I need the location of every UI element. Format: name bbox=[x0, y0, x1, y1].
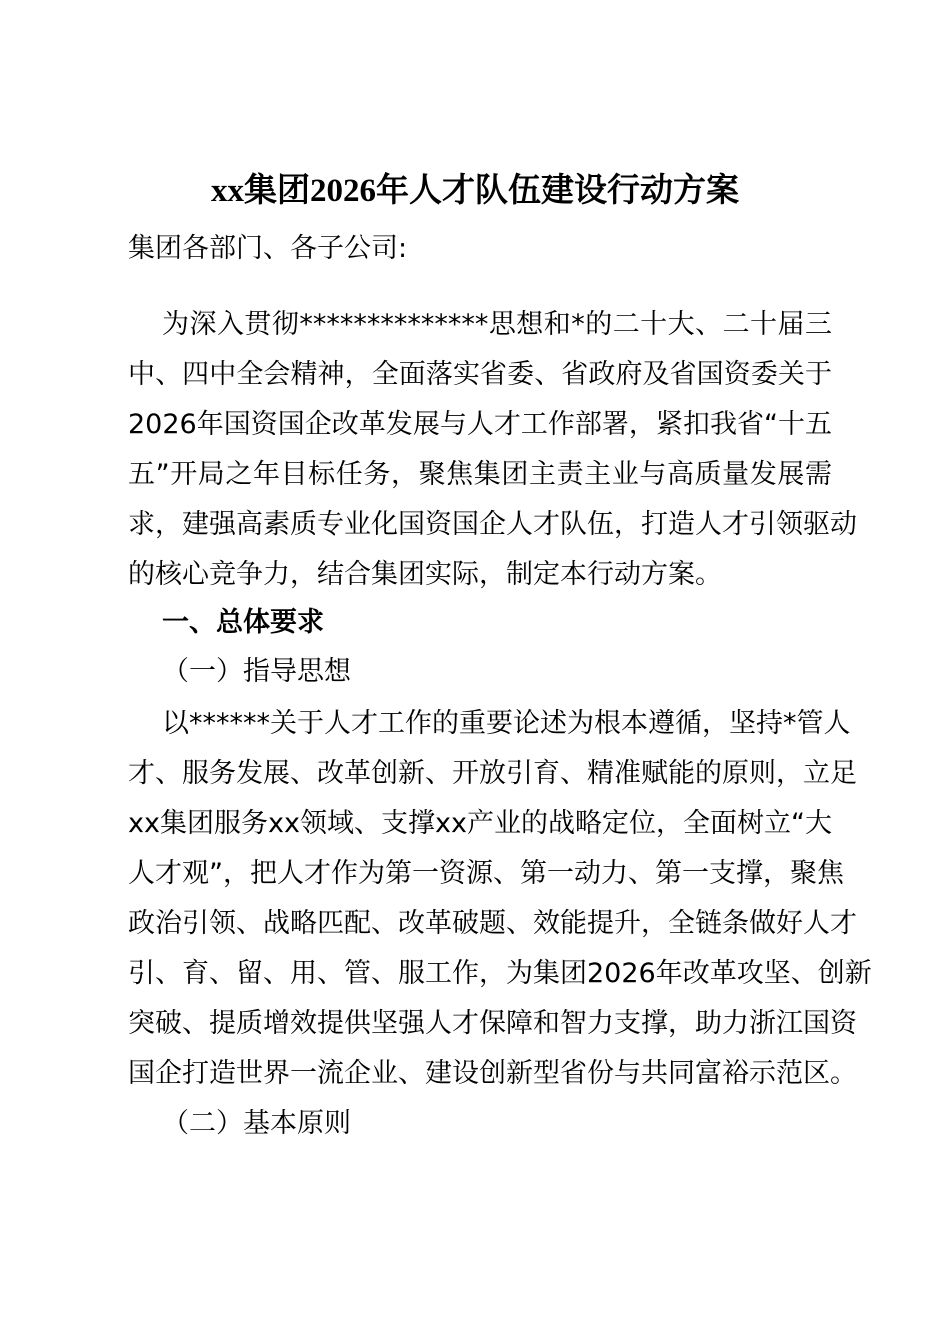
paragraph-line: xx集团服务xx领域、支撑xx产业的战略定位，全面树立“大 bbox=[128, 808, 832, 839]
document-title: xx集团2026年人才队伍建设行动方案 bbox=[211, 173, 739, 209]
subsection-heading-basic-principles: （二）基本原则 bbox=[162, 1108, 351, 1139]
salutation: 集团各部门、各子公司: bbox=[128, 233, 408, 264]
paragraph-line: 为深入贯彻**************思想和*的二十大、二十届三 bbox=[162, 309, 832, 340]
paragraph-line: 才、服务发展、改革创新、开放引育、精准赋能的原则，立足 bbox=[128, 758, 857, 789]
paragraph-line: 求，建强高素质专业化国资国企人才队伍，打造人才引领驱动 bbox=[128, 509, 857, 540]
paragraph-line: 中、四中全会精神，全面落实省委、省政府及省国资委关于 bbox=[128, 359, 832, 390]
subsection-heading-guiding-ideology: （一）指导思想 bbox=[162, 656, 351, 687]
section-heading-general-requirements: 一、总体要求 bbox=[162, 607, 324, 638]
paragraph-line: 突破、提质增效提供坚强人才保障和智力支撑，助力浙江国资 bbox=[128, 1008, 857, 1039]
paragraph-line: 以******关于人才工作的重要论述为根本遵循，坚持*管人 bbox=[162, 708, 851, 739]
paragraph-line: 2026年国资国企改革发展与人才工作部署，紧扣我省“十五 bbox=[128, 409, 832, 440]
paragraph-line: 引、育、留、用、管、服工作，为集团2026年改革攻坚、创新 bbox=[128, 958, 872, 989]
paragraph-line: 国企打造世界一流企业、建设创新型省份与共同富裕示范区。 bbox=[128, 1058, 857, 1089]
paragraph-line: 五”开局之年目标任务，聚焦集团主责主业与高质量发展需 bbox=[128, 459, 832, 490]
paragraph-line: 政治引领、战略匹配、改革破题、效能提升，全链条做好人才 bbox=[128, 908, 857, 939]
paragraph-line: 人才观”，把人才作为第一资源、第一动力、第一支撑，聚焦 bbox=[128, 858, 844, 889]
paragraph-line: 的核心竞争力，结合集团实际，制定本行动方案。 bbox=[128, 559, 722, 590]
